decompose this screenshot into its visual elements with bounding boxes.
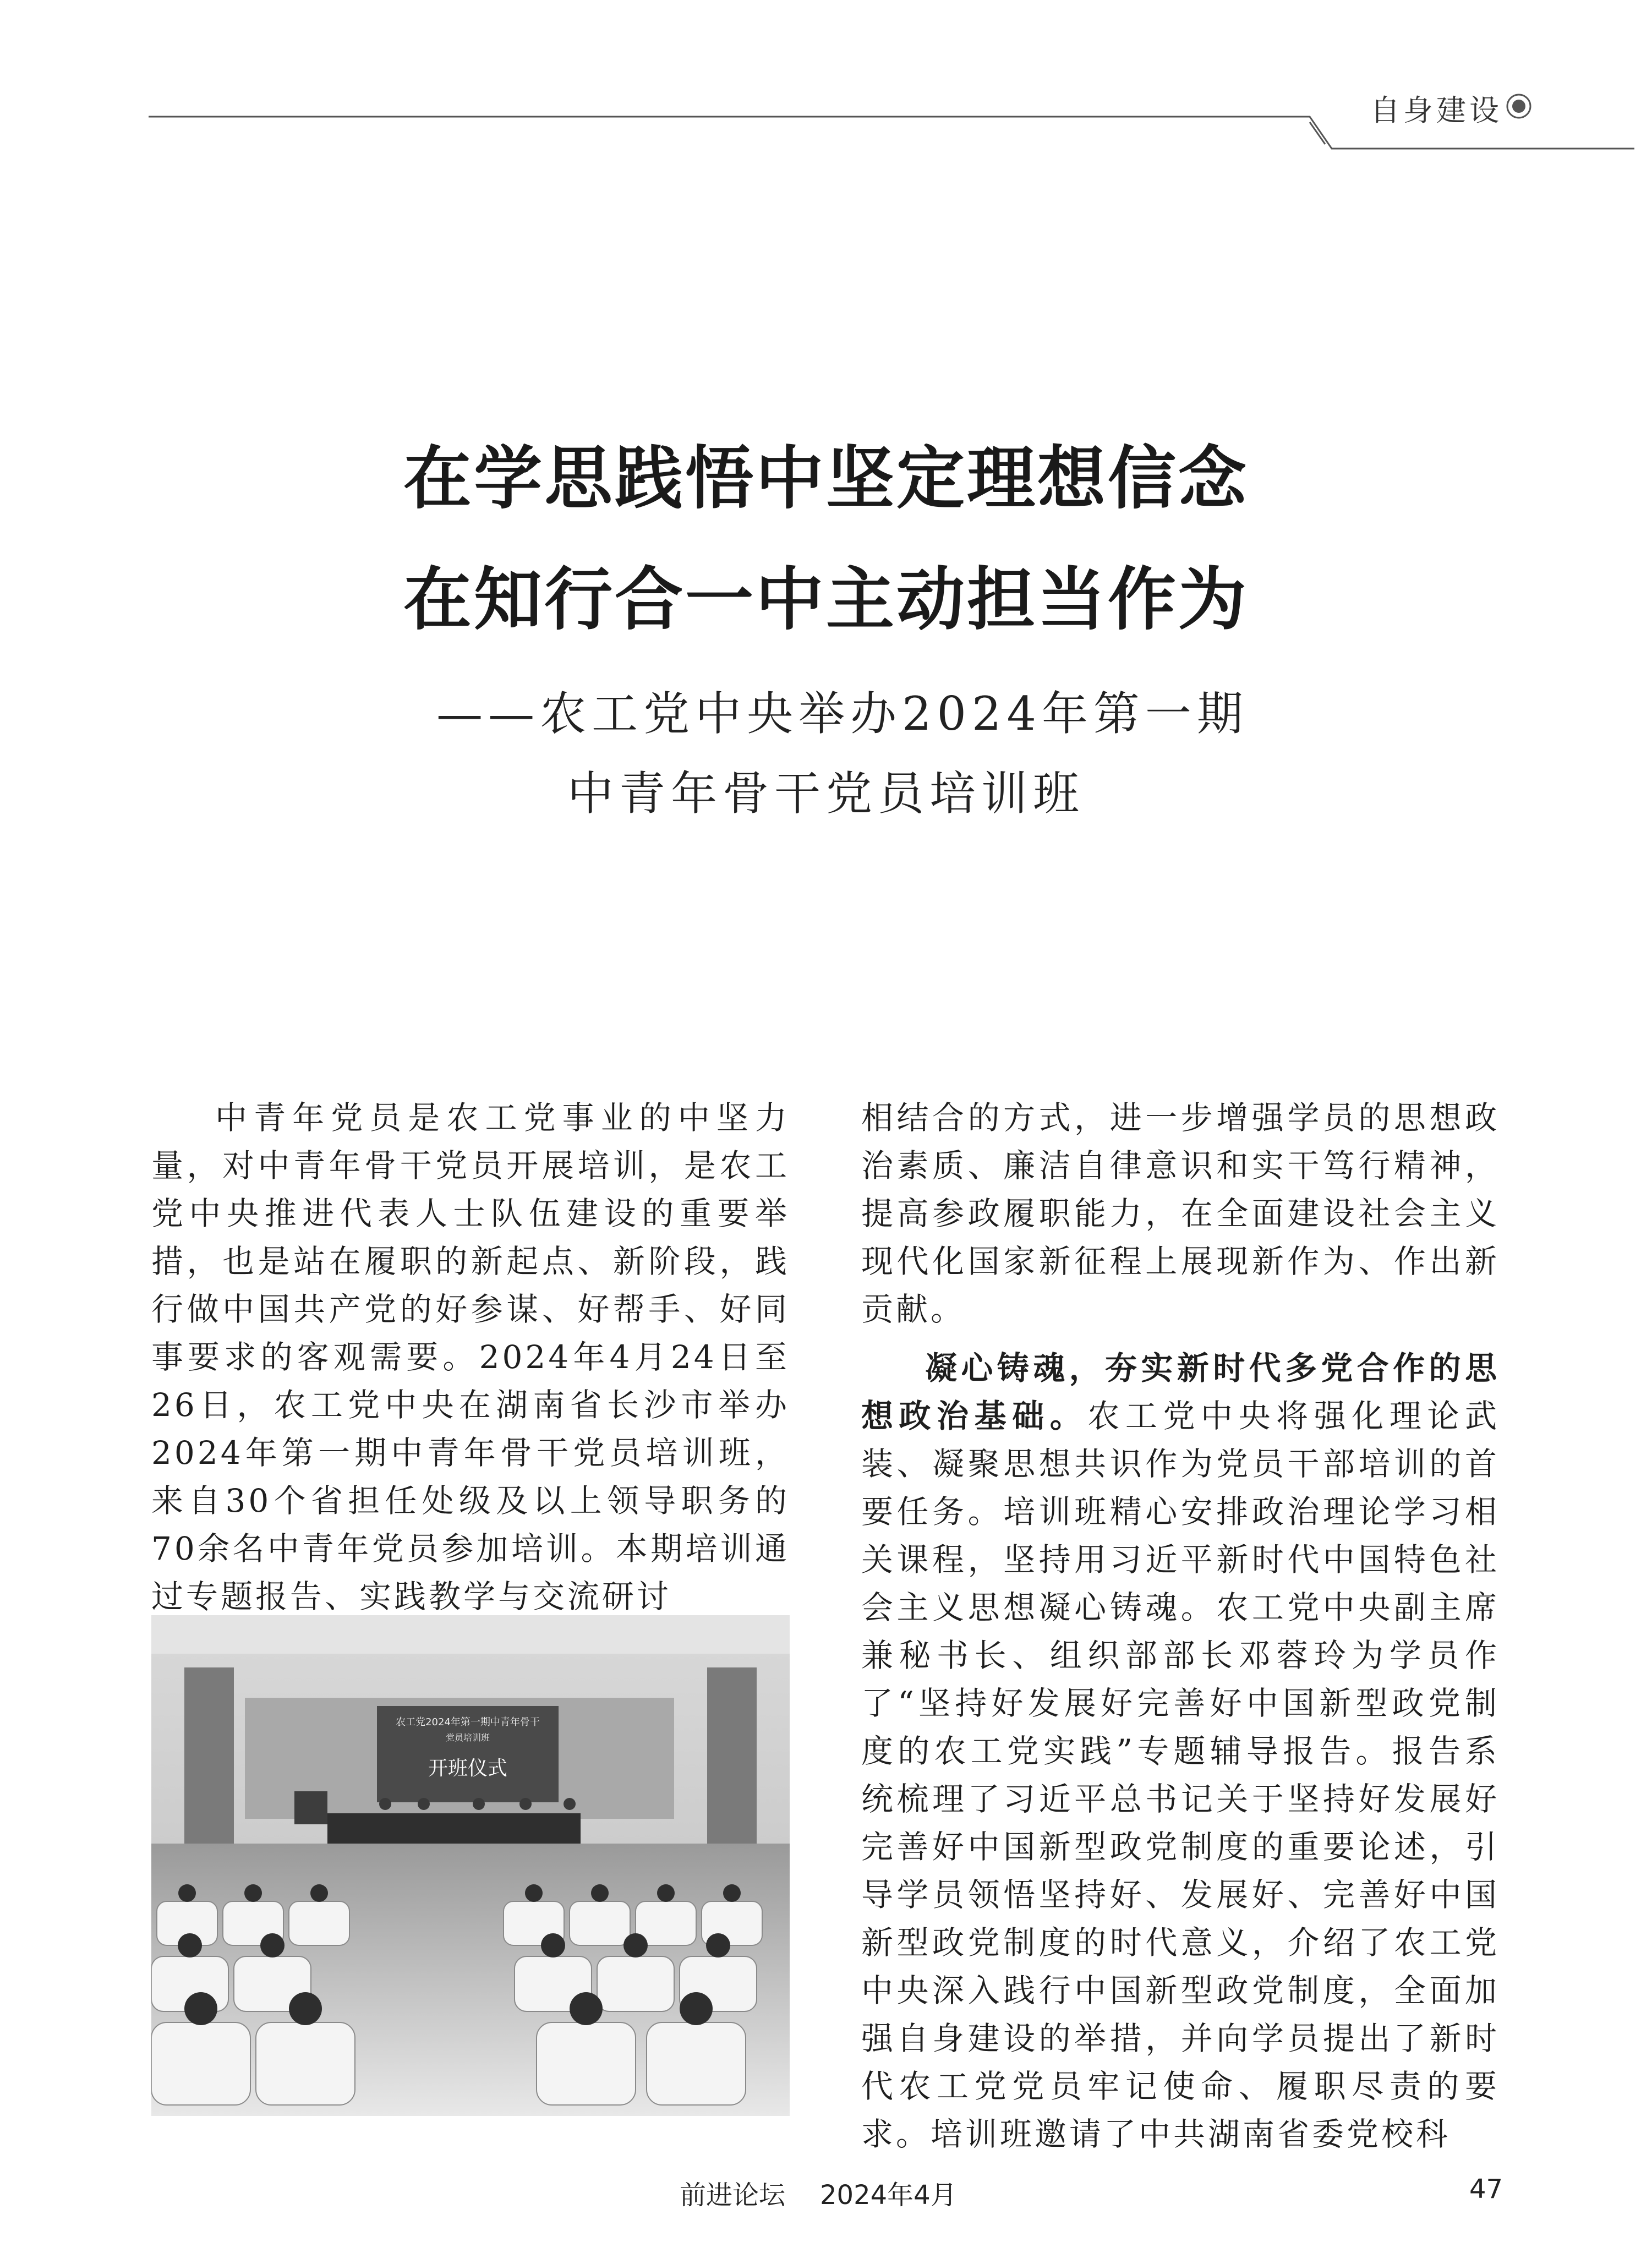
- section-paragraph: [861, 1344, 1500, 2158]
- footer-page-number: 47: [1469, 2174, 1503, 2205]
- section-body-text: 农工党中央将强化理论武装、凝聚思想共识作为党员干部培训的首要任务。培训班精心安排政治理论学习相关课程，坚持用习近平新时代中国特色社会主义思想凝心铸魂。农工党中央副主席兼秘书长、组织部部长邓蓉玲为学员作了“坚持好发展好完善好中国新型政党制度的农工党实践”专题辅导报告。报告系统梳理了习近平总书记关于坚持好发展好完善好中国新型政党制度的重要论述，引导学员领悟坚持好、发展好、完善好中国新型政党制度的时代意义，介绍了农工党中央深入践行中国新型政党制度，全面加强自身建设的举措，并向学员提出了新时代农工党党员牢记使命、履职尽责的要求。培训班邀请了中共湖南省委党校科: [861, 1397, 1500, 2153]
- footer-issue-date: 2024年4月: [820, 2180, 957, 2211]
- footer-journal-name: 前进论坛: [680, 2180, 786, 2211]
- continuation-paragraph: 相结合的方式，进一步增强学员的思想政治素质、廉洁自律意识和实干笃行精神，提高参政履职能力，在全面建设社会主义现代化国家新征程上展现新作为、作出新贡献。: [861, 1099, 1500, 1328]
- left-column: [151, 1094, 790, 1621]
- main-title-line-1: 在学思践悟中坚定理想信念: [403, 439, 1249, 518]
- banner-line-3: 开班仪式: [428, 1757, 508, 1780]
- intro-paragraph: 中青年党员是农工党事业的中坚力量，对中青年骨干党员开展培训，是农工党中央推进代表人士队伍建设的重要举措，也是站在履职的新起点、新阶段，践行做中国共产党的好参谋、好帮手、好同事要求的客观需要。2024年4月24日至26日，农工党中央在湖南省长沙市举办2024年第一期中青年骨干党员培训班，来自30个省担任处级及以上领导职务的70余名中青年党员参加培训。本期培训通过专题报告、实践教学与交流研讨: [151, 1099, 790, 1615]
- banner-line-2: 党员培训班: [445, 1732, 490, 1743]
- subtitle-line-2: 中青年骨干党员培训班: [567, 767, 1085, 821]
- right-column: [861, 1094, 1500, 2158]
- section-lead-heading: 凝心铸魂，夯实新时代多党合作的思想政治基础。: [861, 1349, 1500, 1435]
- training-opening-photo: [151, 1615, 790, 2116]
- subtitle-line-1: ——农工党中央举办2024年第一期: [436, 687, 1249, 741]
- section-label: 自身建设: [1370, 93, 1502, 128]
- bullseye-icon: [1505, 92, 1533, 120]
- banner-line-1: 农工党2024年第一期中青年骨干: [396, 1716, 540, 1728]
- main-title-line-2: 在知行合一中主动担当作为: [403, 560, 1249, 639]
